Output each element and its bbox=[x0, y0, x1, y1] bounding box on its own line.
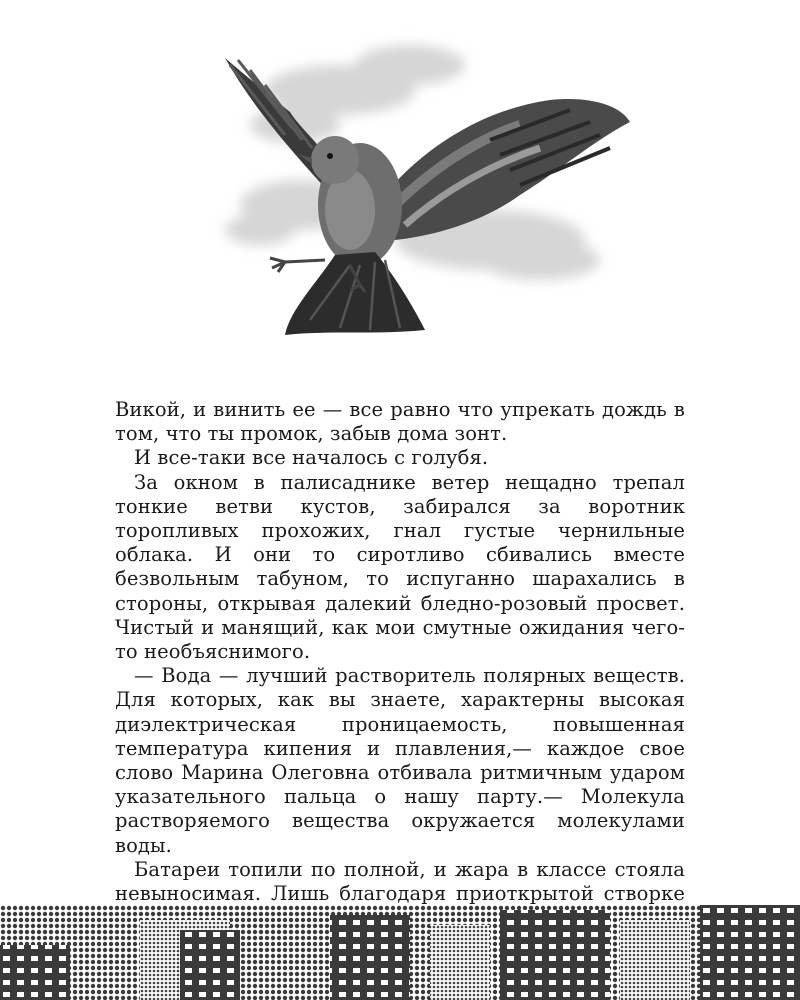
text-body bbox=[115, 398, 685, 955]
city-skyline-decoration bbox=[0, 905, 800, 1000]
paragraph-3: За окном в палисаднике ветер нещадно трепал тонкие ветви кустов, забирался за воротник торопливых прохожих, гнал густые чернильные облака. И они то сиротливо сбивались вместе безвольным табуном, то испуганно шарахались в стороны, открывая далекий бледно-розовый просвет. Чистый и манящий, как мои смутные ожидания чего-то необъяснимого. bbox=[115, 470, 685, 664]
paragraph-1: Викой, и винить ее — все равно что упрекать дождь в том, что ты промок, забыв дома зонт. bbox=[115, 398, 685, 446]
paragraph-2: И все-таки все началось с голубя. bbox=[134, 446, 489, 470]
paragraph-4: — Вода — лучший растворитель полярных веществ. Для которых, как вы знаете, характерны высокая диэлектрическая проницаемость, повышенная температура кипения и плавления,— каждое свое слово Марина Олеговна отбивала ритмичным ударом указательного пальца о нашу парту.— Молекула растворяемого вещества окружается молекулами воды. bbox=[115, 664, 685, 857]
pigeon-illustration bbox=[190, 30, 630, 350]
paragraph-5: Батареи топили по полной, и жара в классе стояла невыносимая. Лишь благодаря приоткрытой створке bbox=[115, 857, 685, 906]
